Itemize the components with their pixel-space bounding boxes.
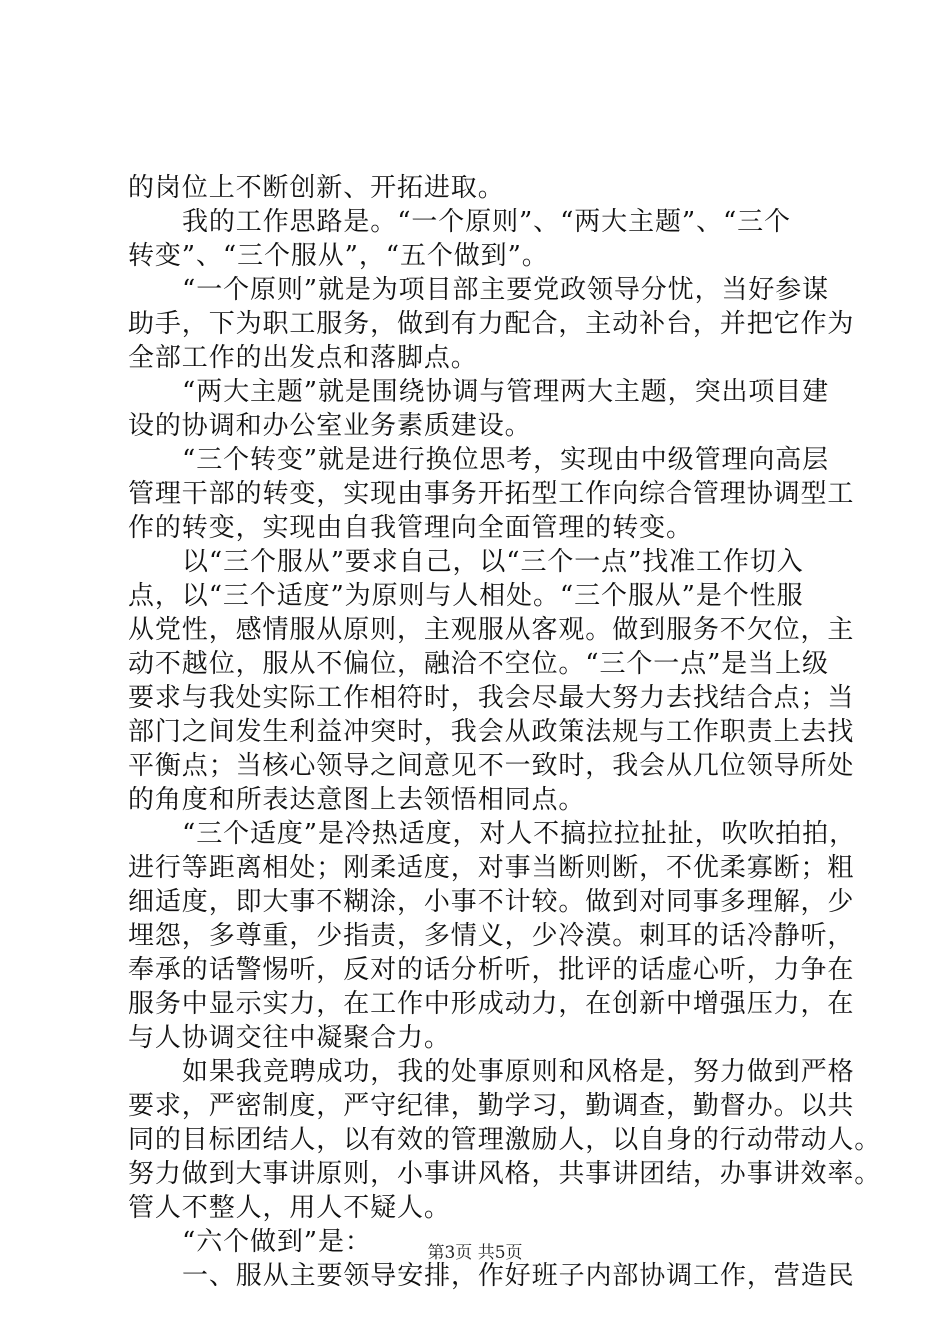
- text-line: 同的目标团结人，以有效的管理激励人，以自身的行动带动人。: [128, 1125, 882, 1155]
- text-line: 管人不整人，用人不疑人。: [128, 1193, 451, 1223]
- text-line: 平衡点；当核心领导之间意见不一致时，我会从几位领导所处: [128, 751, 855, 781]
- text-line: 从党性，感情服从原则，主观服从客观。做到服务不欠位，主: [128, 615, 855, 645]
- text-line: “六个做到”是：: [182, 1227, 372, 1257]
- text-line: 服务中显示实力，在工作中形成动力，在创新中增强压力，在: [128, 989, 855, 1019]
- text-line: 部门之间发生利益冲突时，我会从政策法规与工作职责上去找: [128, 717, 855, 747]
- text-line: 作的转变，实现由自我管理向全面管理的转变。: [128, 513, 693, 543]
- text-line: 细适度，即大事不糊涂，小事不计较。做到对同事多理解，少: [128, 887, 855, 917]
- text-line: 动不越位，服从不偏位，融洽不空位。“三个一点”是当上级: [128, 649, 829, 679]
- text-line: “三个转变”就是进行换位思考，实现由中级管理向高层: [182, 445, 830, 475]
- text-line: 点，以“三个适度”为原则与人相处。“三个服从”是个性服: [128, 581, 804, 611]
- text-line: 奉承的话警惕听，反对的话分析听，批评的话虚心听，力争在: [128, 955, 855, 985]
- text-line: 的角度和所表达意图上去领悟相同点。: [128, 785, 586, 815]
- text-line: 努力做到大事讲原则，小事讲风格，共事讲团结，办事讲效率。: [128, 1159, 882, 1189]
- text-line: 的岗位上不断创新、开拓进取。: [128, 173, 505, 203]
- text-line: 进行等距离相处；刚柔适度，对事当断则断，不优柔寡断；粗: [128, 853, 855, 883]
- text-line: 如果我竞聘成功，我的处事原则和风格是，努力做到严格: [182, 1057, 855, 1087]
- text-line: 全部工作的出发点和落脚点。: [128, 343, 478, 373]
- text-line: 埋怨，多尊重，少指责，多情义，少冷漠。刺耳的话冷静听，: [128, 921, 855, 951]
- text-line: 助手，下为职工服务，做到有力配合，主动补台，并把它作为: [128, 309, 855, 339]
- text-line: 一、服从主要领导安排，作好班子内部协调工作，营造民: [182, 1261, 855, 1291]
- text-line: 要求，严密制度，严守纪律，勤学习，勤调查，勤督办。以共: [128, 1091, 855, 1121]
- text-line: “一个原则”就是为项目部主要党政领导分忧，当好参谋: [182, 275, 830, 305]
- text-line: 我的工作思路是。“一个原则”、“两大主题”、“三个: [182, 207, 791, 237]
- page-number-footer: 第3页 共5页: [427, 1243, 523, 1263]
- text-line: “两大主题”就是围绕协调与管理两大主题，突出项目建: [182, 377, 830, 407]
- text-line: 转变”、“三个服从”，“五个做到”。: [128, 241, 549, 271]
- text-line: 要求与我处实际工作相符时，我会尽最大努力去找结合点；当: [128, 683, 855, 713]
- text-line: 以“三个服从”要求自己，以“三个一点”找准工作切入: [182, 547, 804, 577]
- text-line: 与人协调交往中凝聚合力。: [128, 1023, 451, 1053]
- text-line: 管理干部的转变，实现由事务开拓型工作向综合管理协调型工: [128, 479, 855, 509]
- text-line: 设的协调和办公室业务素质建设。: [128, 411, 532, 441]
- text-line: “三个适度”是冷热适度，对人不搞拉拉扯扯，吹吹拍拍，: [182, 819, 856, 849]
